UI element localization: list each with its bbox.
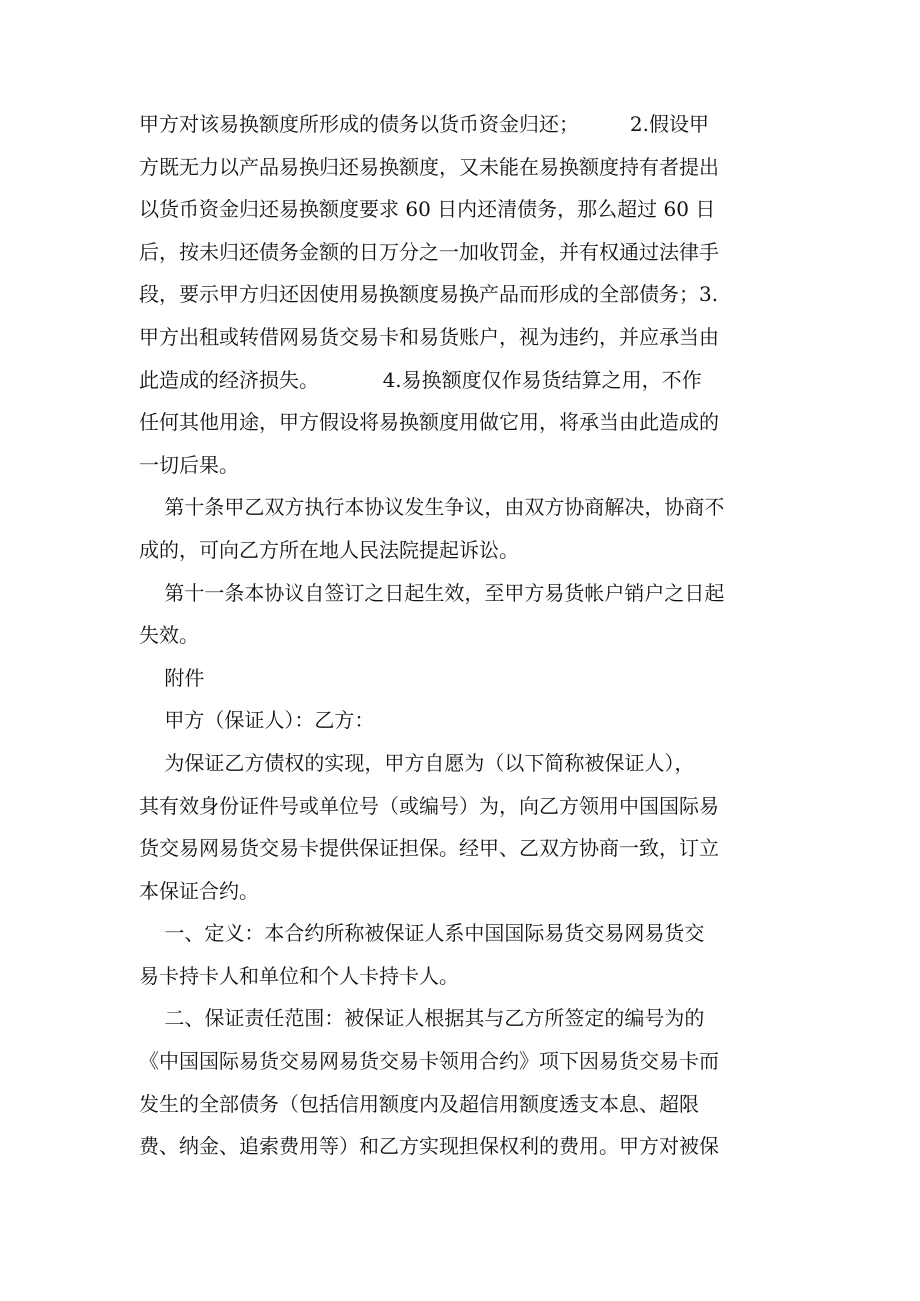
text-line: 失效。 — [139, 623, 199, 648]
text-line: 《中国国际易货交易网易货交易卡领用合约》项下因易货交易卡而 — [139, 1049, 719, 1074]
article-10-line: 第十条甲乙双方执行本协议发生争议，由双方协商解决，协商不 — [139, 495, 725, 520]
text-line: 其有效身份证件号或单位号（或编号）为，向乙方领用中国国际易 — [139, 793, 719, 818]
text-line: 货交易网易货交易卡提供保证担保。经甲、乙双方协商一致，订立 — [139, 836, 719, 861]
text-line: 方既无力以产品易换归还易换额度，又未能在易换额度持有者提出 — [139, 154, 719, 179]
text-line: 费、纳金、追索费用等）和乙方实现担保权利的费用。甲方对被保 — [139, 1134, 719, 1159]
attachment-heading: 附件 — [139, 665, 205, 690]
text-line: 发生的全部债务（包括信用额度内及超信用额度透支本息、超限 — [139, 1091, 699, 1116]
text-line: 为保证乙方债权的实现，甲方自愿为（以下简称被保证人）， — [139, 750, 695, 775]
definition-line: 一、定义：本合约所称被保证人系中国国际易货交易网易货交 — [139, 921, 705, 946]
text-line: 甲方对该易换额度所形成的债务以货币资金归还； 2.假设甲 — [139, 112, 709, 136]
text-line: 后，按未归还债务金额的日万分之一加收罚金，并有权通过法律手 — [139, 239, 719, 264]
text-line: 段，要示甲方归还因使用易换额度易换产品而形成的全部债务；3. — [139, 282, 719, 307]
text-line: 一切后果。 — [139, 452, 239, 477]
article-11-line: 第十一条本协议自签订之日起生效，至甲方易货帐户销户之日起 — [139, 580, 725, 605]
text-line: 成的，可向乙方所在地人民法院提起诉讼。 — [139, 537, 519, 562]
scope-line: 二、保证责任范围：被保证人根据其与乙方所签定的编号为的 — [139, 1006, 705, 1031]
parties-line: 甲方（保证人）：乙方： — [139, 708, 375, 733]
text-line: 本保证合约。 — [139, 878, 259, 903]
text-line: 此造成的经济损失。 4.易换额度仅作易货结算之用，不作 — [139, 367, 702, 392]
document-body — [139, 103, 779, 1168]
text-line: 甲方出租或转借网易货交易卡和易货账户，视为违约，并应承当由 — [139, 324, 719, 349]
text-line: 以货币资金归还易换额度要求 60 日内还清债务，那么超过 60 日 — [139, 197, 716, 222]
text-line: 任何其他用途，甲方假设将易换额度用做它用，将承当由此造成的 — [139, 410, 719, 435]
text-line: 易卡持卡人和单位和个人卡持卡人。 — [139, 963, 459, 988]
